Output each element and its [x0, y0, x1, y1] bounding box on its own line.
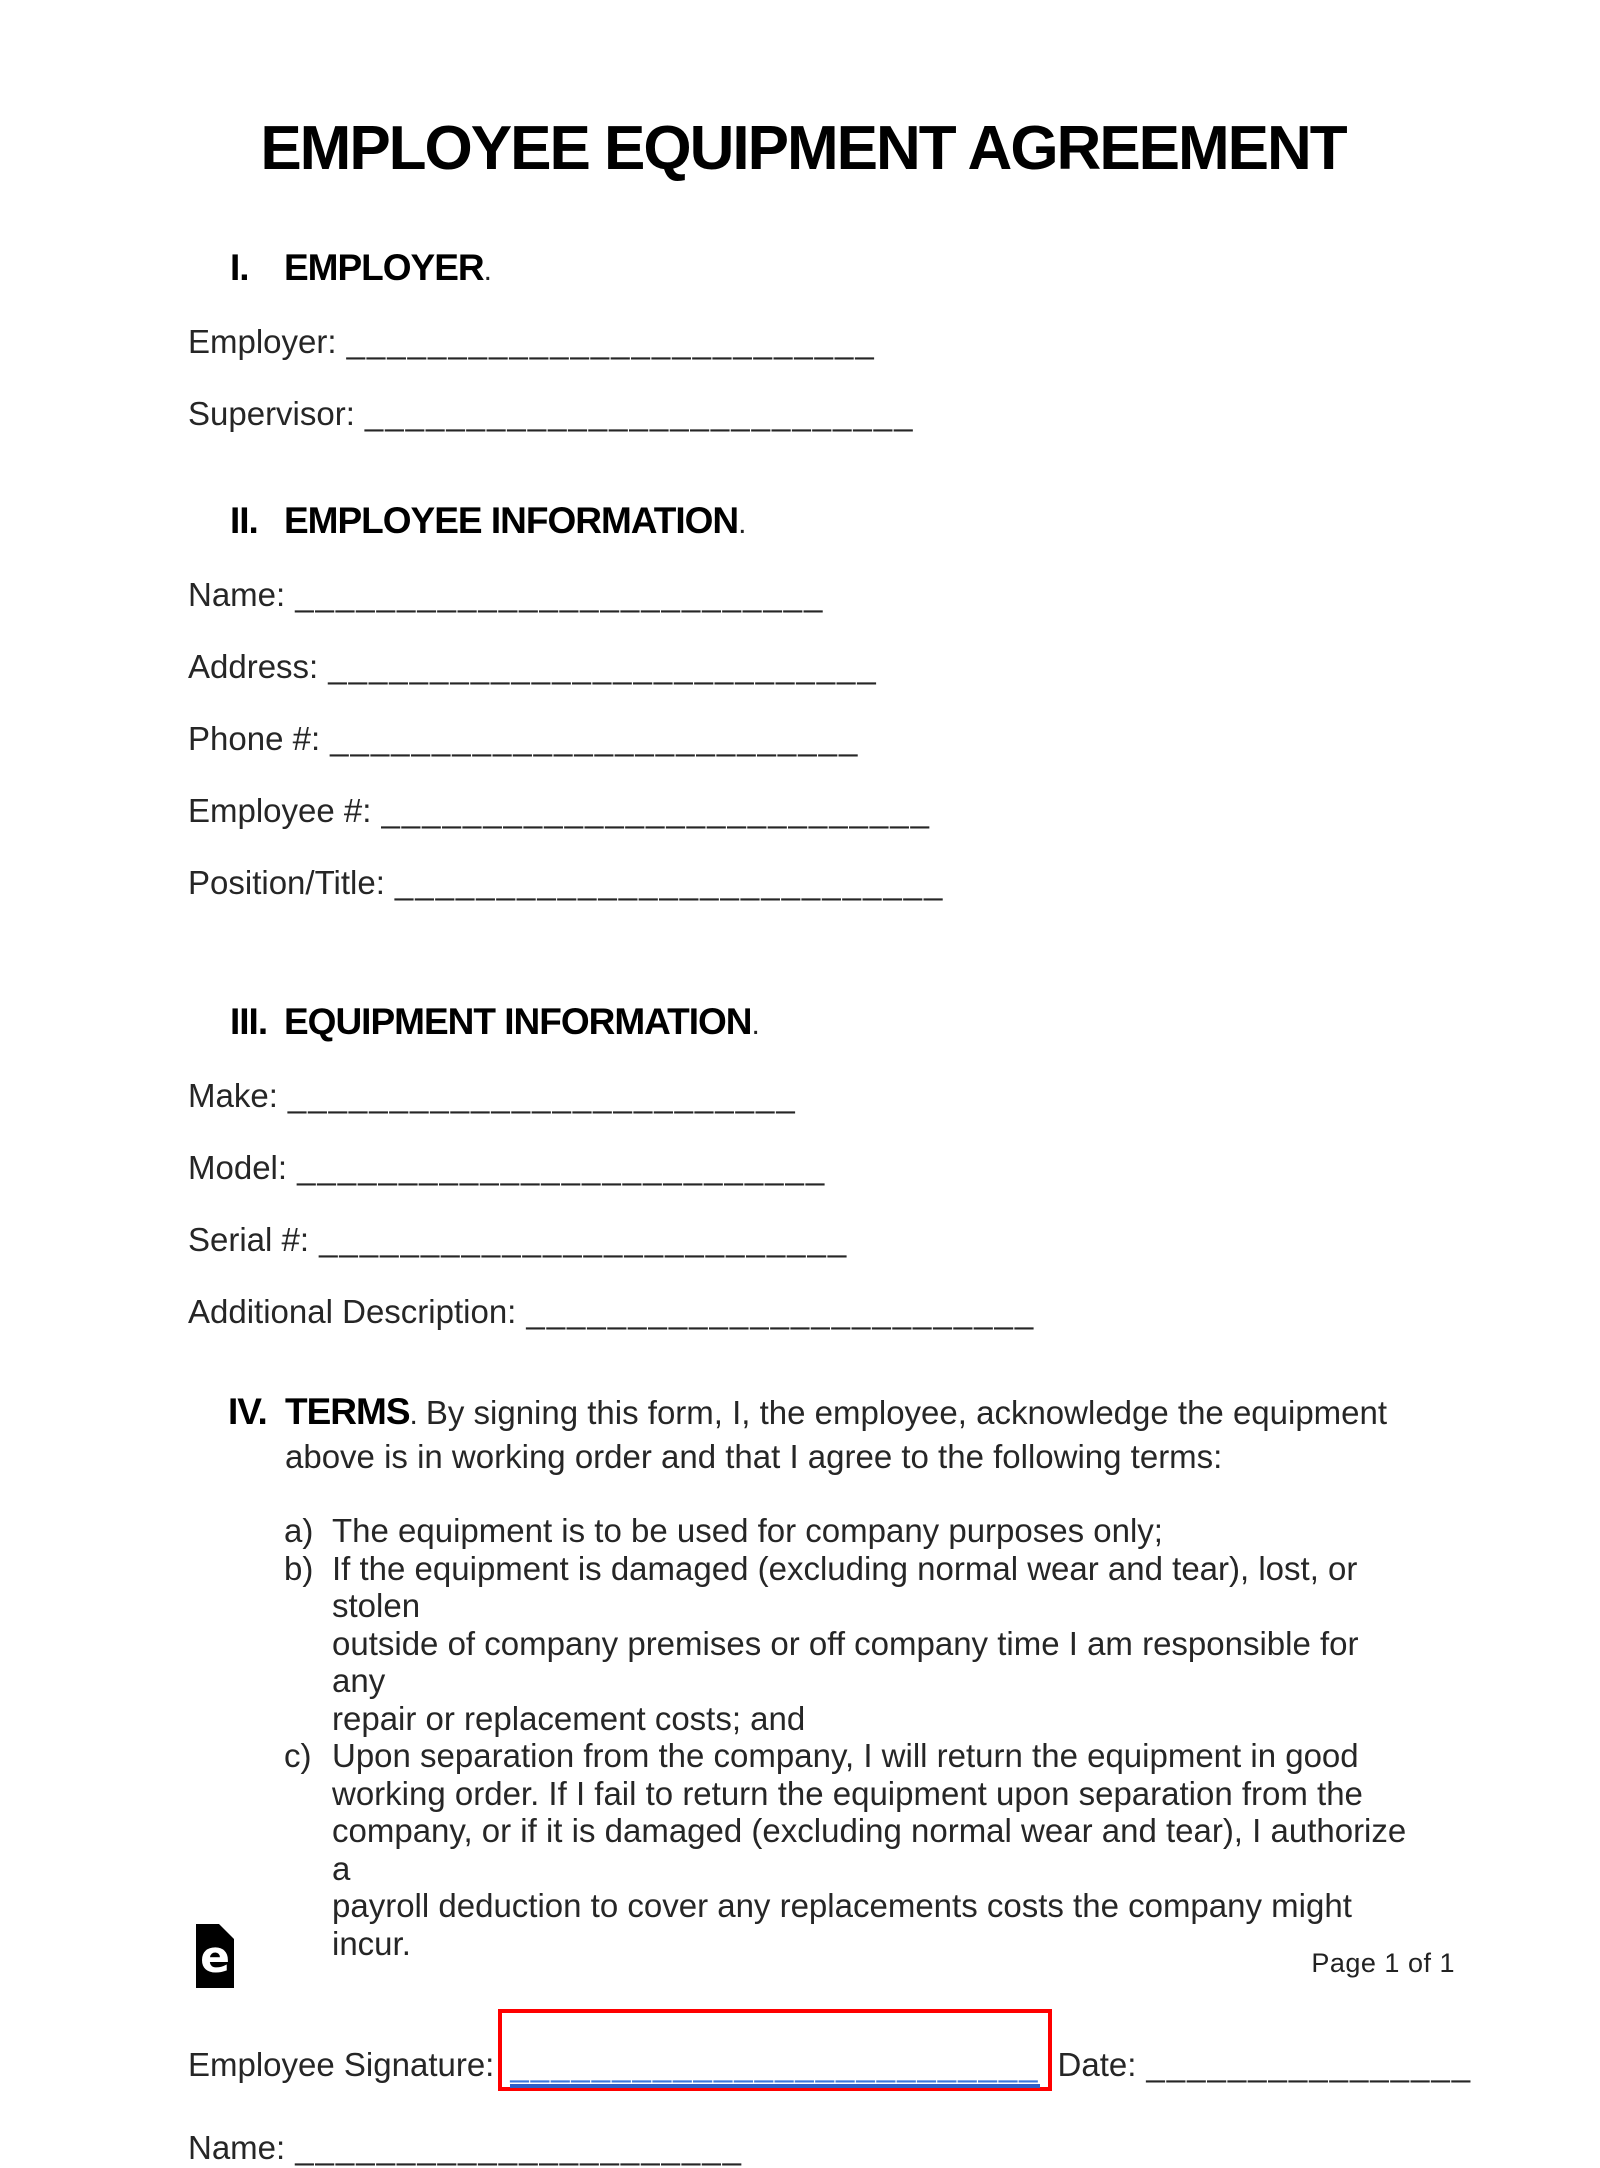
section-heading-employer: [230, 246, 1418, 293]
section-number: III.: [230, 1001, 268, 1042]
list-marker: c): [284, 1737, 312, 1774]
field-label: Address:: [188, 648, 319, 685]
employee-signature-label: Employee Signature:: [188, 2046, 495, 2083]
terms-item-a: [284, 1512, 1418, 1550]
eforms-logo-letter: e: [200, 1932, 230, 1983]
field-blank-address: ___________________________: [328, 648, 878, 685]
terms-item-line: company, or if it is damaged (excluding normal wear and tear), I authorize a: [332, 1812, 1407, 1887]
field-blank-position-title: ___________________________: [394, 864, 945, 901]
terms-intro-text: By signing this form, I, the employee, acknowledge the equipment: [425, 1394, 1388, 1431]
employee-signature-field[interactable]: __________________________: [510, 2046, 1039, 2088]
heading-period: .: [738, 507, 746, 540]
terms-item-c: [284, 1737, 1418, 1962]
list-marker: b): [284, 1549, 314, 1587]
section-heading-text: EQUIPMENT INFORMATION: [284, 1001, 752, 1042]
signature-row: [188, 2009, 1473, 2091]
section-heading-employee-information: [230, 499, 1418, 546]
field-blank-employer: __________________________: [346, 323, 876, 360]
field-label: Make:: [188, 1077, 278, 1114]
field-blank-date: ________________: [1146, 2046, 1473, 2083]
field-label: Serial #:: [188, 1221, 310, 1258]
field-blank-signer-name: ______________________: [295, 2129, 743, 2166]
field-label: Phone #:: [188, 720, 321, 757]
field-row-position-title: [188, 862, 1418, 904]
terms-item-line: outside of company premises or off company time I am responsible for any: [332, 1624, 1359, 1699]
heading-period: .: [409, 1398, 418, 1431]
field-label: Employer:: [188, 323, 337, 360]
field-row-supervisor: [188, 393, 1418, 435]
field-label: Supervisor:: [188, 395, 355, 432]
terms-item-line: Upon separation from the company, I will return the equipment in good: [332, 1737, 1359, 1774]
field-row-address: [188, 646, 1418, 688]
section-number: IV.: [228, 1391, 267, 1432]
list-marker: a): [284, 1512, 314, 1549]
field-blank-name: __________________________: [295, 576, 825, 613]
signature-field-highlight[interactable]: [498, 2009, 1051, 2091]
document-content: [188, 0, 1473, 2168]
field-row-make: [188, 1075, 1418, 1117]
field-row-signer-name: [188, 2128, 1418, 2168]
field-blank-model: __________________________: [297, 1149, 827, 1186]
field-label: Name:: [188, 576, 286, 613]
field-blank-make: _________________________: [287, 1077, 797, 1114]
field-blank-employee-number: ___________________________: [381, 792, 931, 829]
section-heading-text: EMPLOYEE INFORMATION: [284, 500, 739, 541]
terms-item-b: [284, 1549, 1418, 1738]
field-row-serial-number: [188, 1219, 1418, 1261]
field-label: Additional Description:: [188, 1293, 517, 1330]
section-terms-intro: [228, 1391, 1418, 1478]
terms-item-line: The equipment is to be used for company purposes only;: [332, 1512, 1163, 1549]
field-row-model: [188, 1147, 1418, 1189]
eforms-logo: [196, 1924, 234, 1988]
section-heading-text: EMPLOYER: [284, 247, 484, 288]
terms-list: [284, 1512, 1418, 1962]
page-number: Page 1 of 1: [1311, 1948, 1455, 1978]
terms-intro-text: above is in working order and that I agree to the following terms:: [285, 1438, 1223, 1475]
heading-period: .: [483, 254, 491, 287]
section-heading-equipment-information: [230, 1000, 1418, 1047]
section-number: I.: [230, 247, 249, 288]
terms-item-line: If the equipment is damaged (excluding normal wear and tear), lost, or stolen: [332, 1549, 1358, 1624]
section-number: II.: [230, 500, 258, 541]
field-row-additional-description: [188, 1291, 1418, 1333]
field-row-employee-number: [188, 790, 1418, 832]
field-row-employer: [188, 321, 1418, 363]
field-label: Employee #:: [188, 792, 372, 829]
terms-item-line: repair or replacement costs; and: [332, 1699, 806, 1737]
date-label: Date:: [1057, 2046, 1137, 2083]
section-heading-text: TERMS: [285, 1391, 410, 1432]
field-blank-serial-number: __________________________: [319, 1221, 849, 1258]
terms-intro-line: [285, 1391, 1418, 1436]
field-blank-additional-description: _________________________: [526, 1293, 1036, 1330]
field-label: Position/Title:: [188, 864, 385, 901]
page-title: EMPLOYEE EQUIPMENT AGREEMENT: [260, 114, 1346, 183]
field-row-phone: [188, 718, 1418, 760]
field-blank-phone: __________________________: [330, 720, 860, 757]
field-label: Name:: [188, 2129, 286, 2166]
field-blank-supervisor: ___________________________: [364, 395, 915, 432]
terms-item-line: working order. If I fail to return the equipment upon separation from the: [332, 1774, 1363, 1812]
field-row-name: [188, 574, 1418, 616]
terms-item-line: payroll deduction to cover any replacements costs the company might incur.: [332, 1887, 1352, 1962]
heading-period: .: [751, 1008, 759, 1041]
field-label: Model:: [188, 1149, 288, 1186]
